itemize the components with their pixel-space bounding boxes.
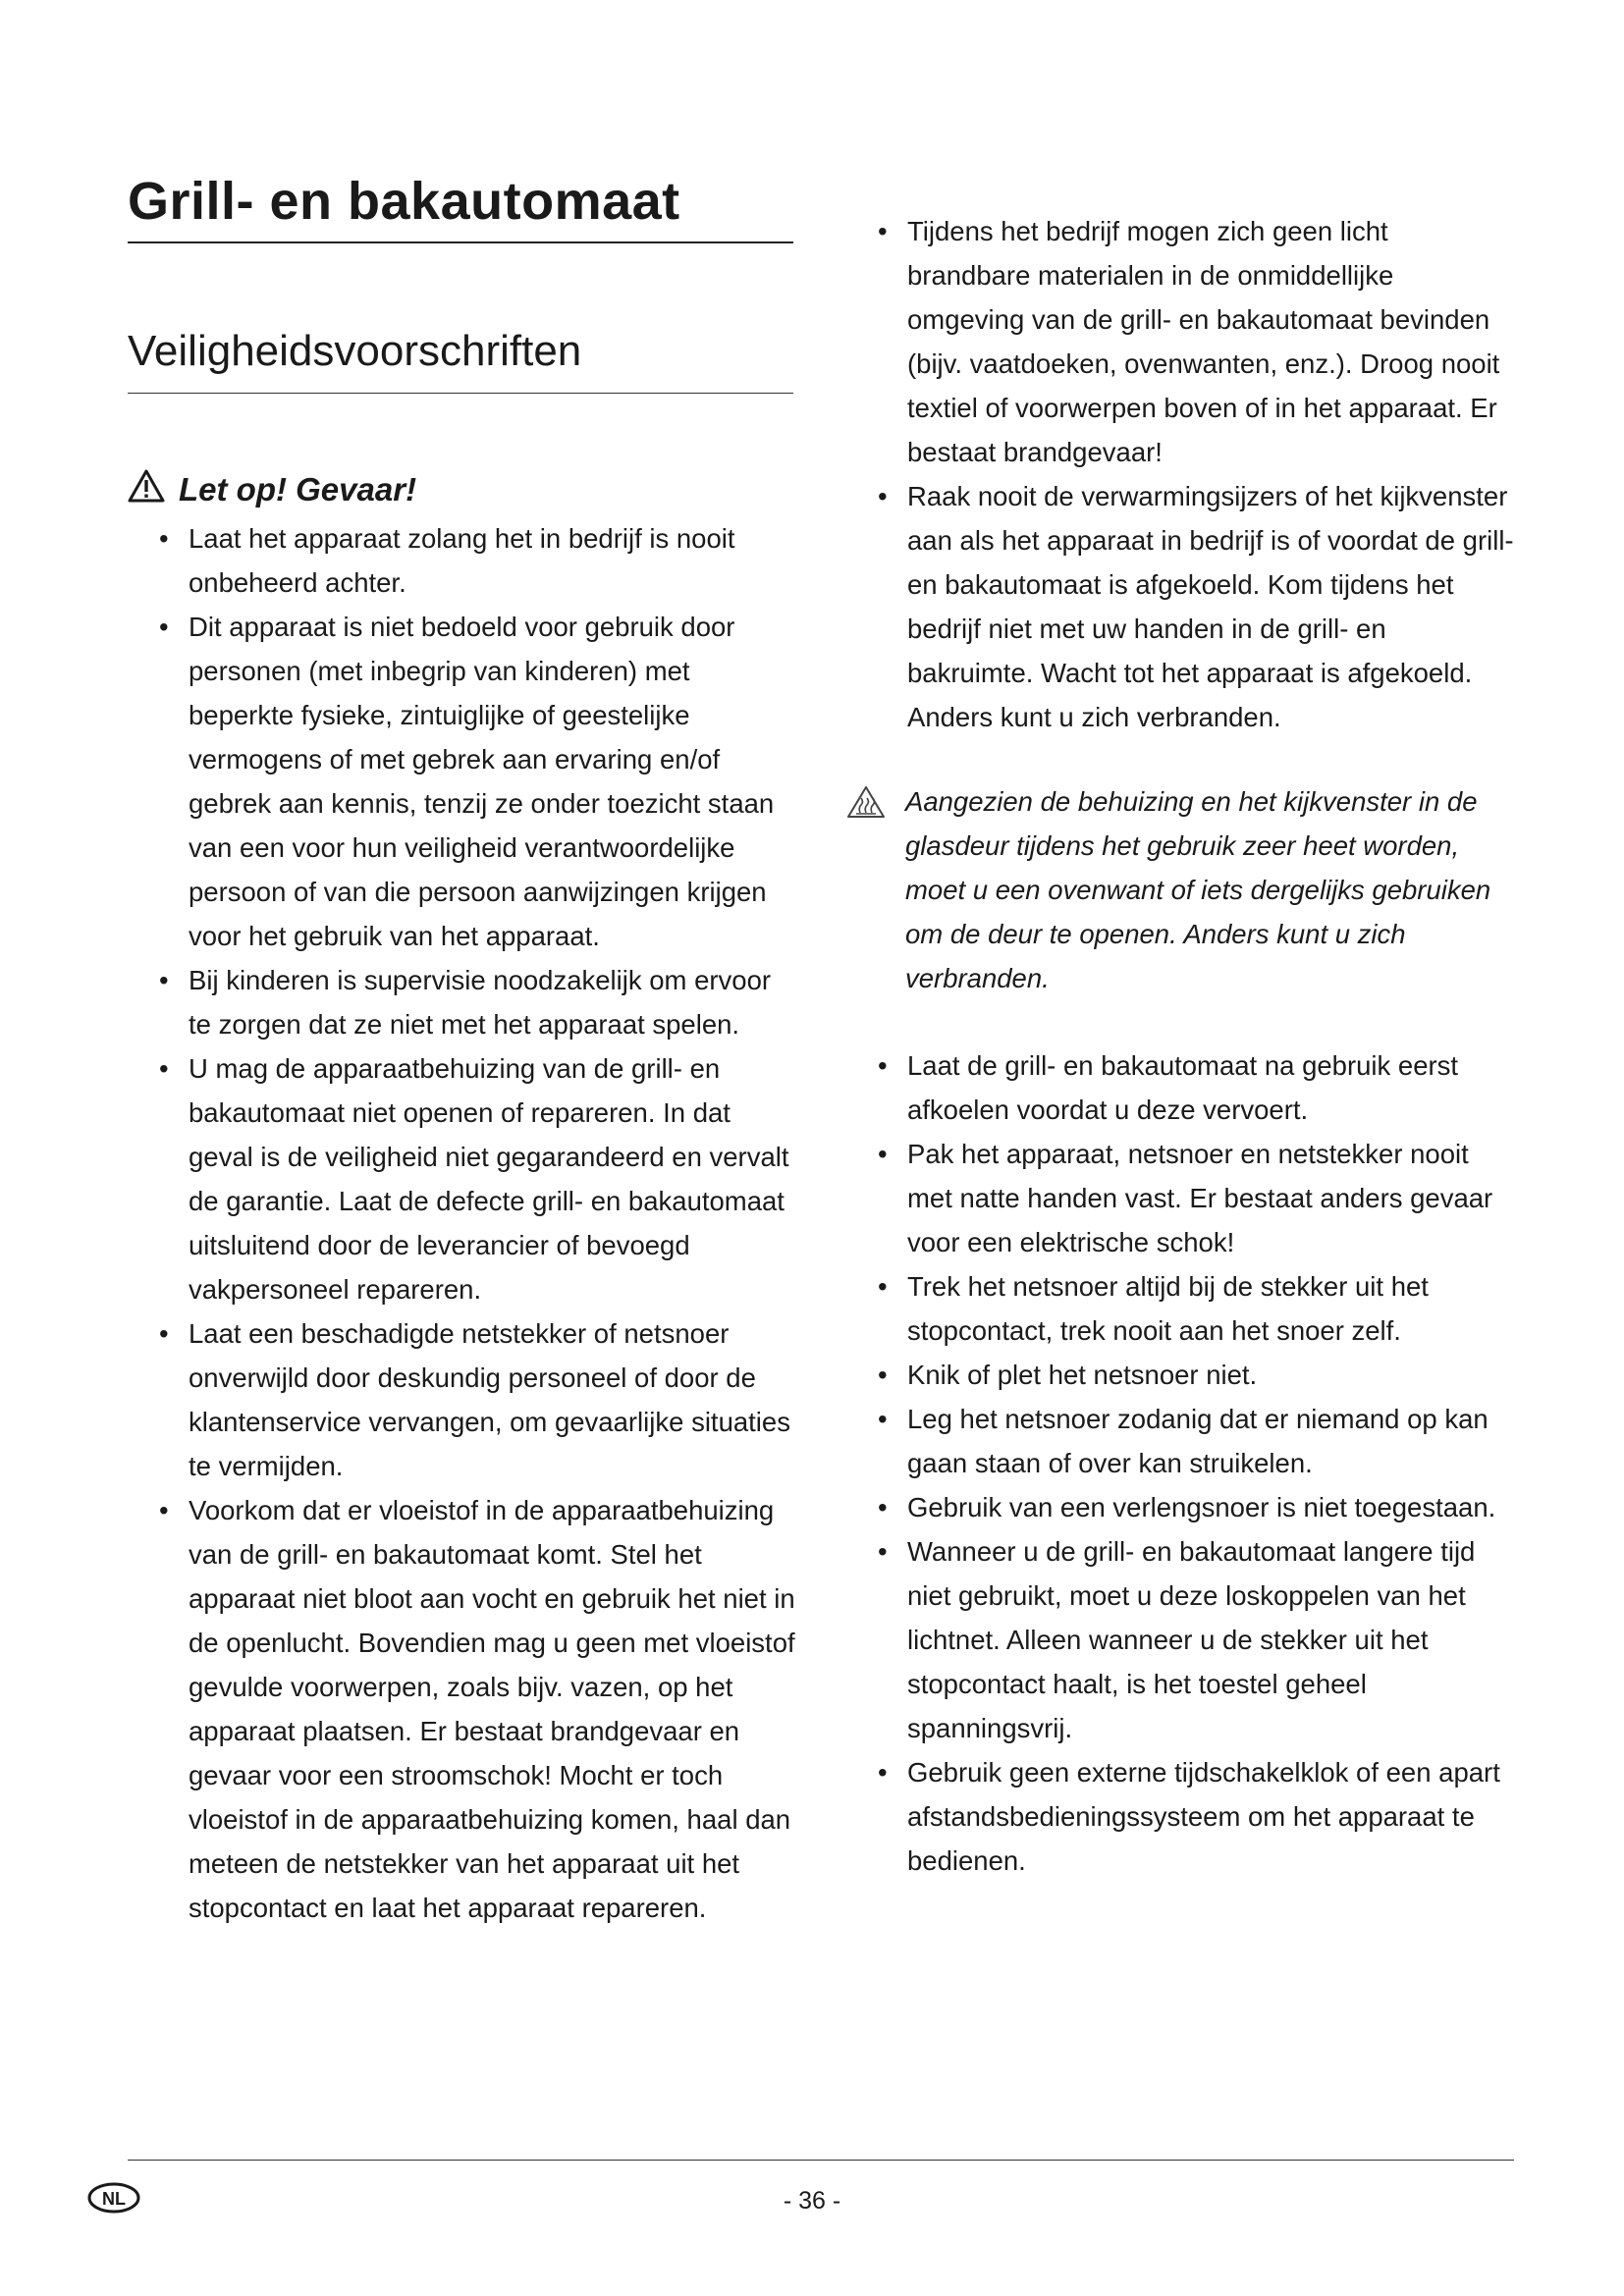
- warning-label: Let op! Gevaar!: [179, 471, 417, 507]
- section-heading: Veiligheidsvoorschriften: [128, 322, 793, 394]
- page-title: Grill- en bakautomaat: [128, 167, 793, 243]
- list-item: • Laat een beschadigde netstekker of netsnoer onverwijld door deskundig personeel of door de klantenservice vervangen, om gevaarlijke situaties te vermijden.: [159, 1318, 790, 1481]
- list-item: • Knik of plet het netsnoer niet.: [878, 1360, 1258, 1390]
- list-item: • U mag de apparaatbehuizing van de grill- en bakautomaat niet openen of repareren. In dat geval is de veiligheid niet gegarandeerd en vervalt de garantie. Laat de defecte grill- en bakautomaat uitsluitend door de leverancier of bevoegd vakpersoneel repareren.: [159, 1053, 789, 1305]
- warning-heading: [128, 465, 416, 514]
- list-item: • Gebruik geen externe tijdschakelklok of een apart afstandsbedieningssysteem om het apparaat te bedienen.: [878, 1757, 1500, 1876]
- hot-surface-note-text: Aangezien de behuizing en het kijkvenster in de glasdeur tijdens het gebruik zeer heet worden, moet u een ovenwant of iets dergelijks gebruiken om de deur te openen. Anders kunt u zich verbranden.: [905, 786, 1491, 993]
- list-item: • Tijdens het bedrijf mogen zich geen licht brandbare materialen in de onmiddellijke omgeving van de grill- en bakautomaat bevinden (bijv. vaatdoeken, ovenwanten, enz.). Droog nooit textiel of voorwerpen boven of in het apparaat. Er bestaat brandgevaar!: [878, 216, 1500, 467]
- footer-divider: [128, 2160, 1514, 2161]
- list-item: • Laat het apparaat zolang het in bedrijf is nooit onbeheerd achter.: [159, 523, 735, 598]
- right-safety-list-top: [846, 209, 1514, 739]
- hot-surface-warning-icon: [846, 779, 890, 1000]
- list-item: • Bij kinderen is supervisie noodzakelijk om ervoor te zorgen dat ze niet met het apparaat spelen.: [159, 965, 772, 1040]
- page-number: - 36 -: [783, 2187, 841, 2215]
- language-code: NL: [102, 2189, 126, 2209]
- right-safety-list-bottom: [846, 1043, 1514, 1883]
- hot-surface-note: [846, 779, 1514, 1000]
- left-safety-list: [128, 516, 795, 1930]
- list-item: • Dit apparaat is niet bedoeld voor gebruik door personen (met inbegrip van kinderen) met beperkte fysieke, zintuiglijke of geestelijke vermogens of met gebrek aan ervaring en/of gebrek aan kennis, tenzij ze onder toezicht staan van een voor hun veiligheid verantwoordelijke persoon of van die persoon aanwijzingen krijgen voor het gebruik van het apparaat.: [159, 612, 775, 951]
- list-item: • Voorkom dat er vloeistof in de apparaatbehuizing van de grill- en bakautomaat komt. Stel het apparaat niet bloot aan vocht en gebruik het niet in de openlucht. Bovendien mag u geen met vloeistof gevulde voorwerpen, zoals bijv. vazen, op het apparaat plaatsen. Er bestaat brandgevaar en gevaar voor een stroomschok! Mocht er toch vloeistof in de apparaatbehuizing komen, haal dan meteen de netstekker van het apparaat uit het stopcontact en laat het apparaat repareren.: [159, 1495, 795, 1923]
- list-item: • Wanneer u de grill- en bakautomaat langere tijd niet gebruikt, moet u deze loskoppelen van het lichtnet. Alleen wanneer u de stekker uit het stopcontact haalt, is het toestel geheel spanningsvrij.: [878, 1536, 1476, 1743]
- warning-triangle-icon: [128, 469, 165, 510]
- list-item: • Pak het apparaat, netsnoer en netstekker nooit met natte handen vast. Er bestaat anders gevaar voor een elektrische schok!: [878, 1139, 1493, 1257]
- list-item: • Trek het netsnoer altijd bij de stekker uit het stopcontact, trek nooit aan het snoer zelf.: [878, 1271, 1429, 1346]
- list-item: • Laat de grill- en bakautomaat na gebruik eerst afkoelen voordat u deze vervoert.: [878, 1050, 1459, 1125]
- list-item: • Leg het netsnoer zodanig dat er niemand op kan gaan staan of over kan struikelen.: [878, 1404, 1489, 1478]
- list-item: • Raak nooit de verwarmingsijzers of het kijkvenster aan als het apparaat in bedrijf is of voordat de grill- en bakautomaat is afgekoeld. Kom tijdens het bedrijf niet met uw handen in de grill- en bakruimte. Wacht tot het apparaat is afgekoeld. Anders kunt u zich verbranden.: [878, 481, 1514, 732]
- list-item: • Gebruik van een verlengsnoer is niet toegestaan.: [878, 1492, 1496, 1522]
